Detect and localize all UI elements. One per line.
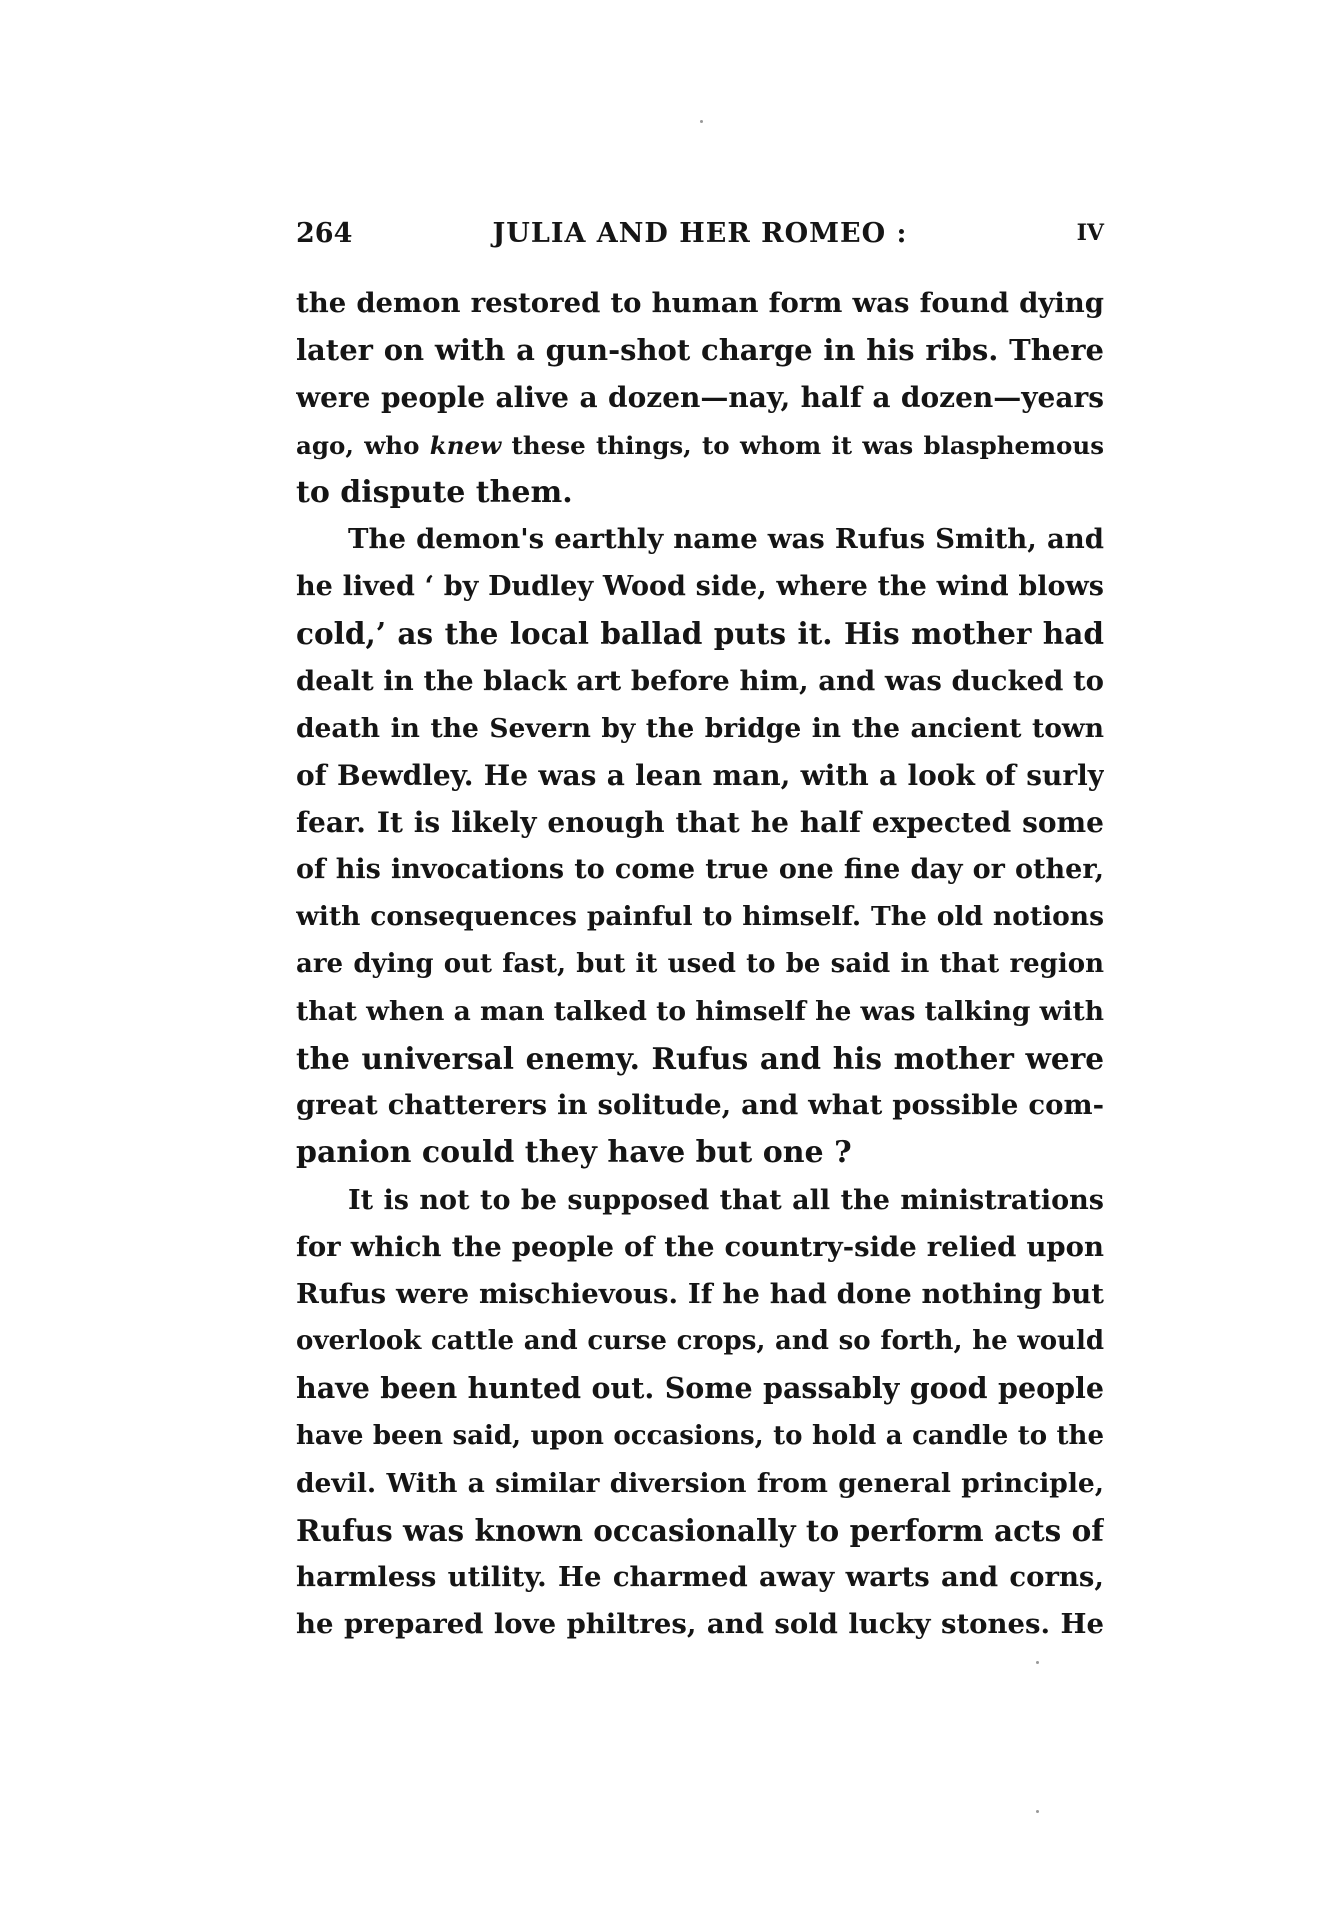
text-line: he lived ‘ by Dudley Wood side, where the wind blows [296, 571, 1104, 603]
running-header [296, 218, 1104, 258]
text-line: death in the Severn by the bridge in the ancient town [296, 712, 1104, 744]
text-line: cold,’ as the local ballad puts it. His mother had [296, 616, 1104, 652]
text-line: for which the people of the country-side relied upon [296, 1230, 1104, 1263]
text-line: the demon restored to human form was found dying [296, 287, 1104, 319]
text-line: with consequences painful to himself. The old notions [296, 901, 1104, 933]
text-line: Rufus were mischievous. If he had done nothing but [296, 1277, 1104, 1310]
scan-speck [1036, 1810, 1039, 1813]
italic-word: knew [429, 430, 502, 460]
text-line: The demon's earthly name was Rufus Smith, and [348, 522, 1104, 555]
text-line: later on with a gun-shot charge in his ribs. There [296, 333, 1104, 368]
text-line: dealt in the black art before him, and was ducked to [296, 664, 1104, 697]
text-run: these things, to whom it was blasphemous [501, 430, 1104, 460]
text-line: Rufus was known occasionally to perform acts of [296, 1512, 1104, 1548]
running-title: JULIA AND HER ROMEO : [492, 218, 908, 249]
text-line: harmless utility. He charmed away warts and corns, [296, 1561, 1104, 1594]
text-line: It is not to be supposed that all the ministrations [348, 1184, 1104, 1216]
text-line: the universal enemy. Rufus and his mother were [296, 1041, 1104, 1076]
text-line: devil. With a similar diversion from general principle, [296, 1467, 1104, 1499]
text-line: have been hunted out. Some passably good people [296, 1371, 1104, 1406]
page-number: 264 [296, 218, 353, 249]
body-text [296, 280, 1104, 1648]
text-line: he prepared love philtres, and sold lucky stones. He [296, 1608, 1104, 1641]
scan-speck [1036, 1661, 1039, 1664]
text-line: fear. It is likely enough that he half expected some [296, 806, 1104, 840]
text-line: great chatterers in solitude, and what possible com- [296, 1089, 1104, 1122]
text-line: overlook cattle and curse crops, and so forth, he would [296, 1326, 1104, 1357]
text-line: are dying out fast, but it used to be said in that region [296, 948, 1104, 979]
text-line: have been said, upon occasions, to hold a candle to the [296, 1420, 1104, 1451]
text-line: that when a man talked to himself he was talking with [296, 995, 1104, 1027]
text-line: panion could they have but one ? [296, 1135, 852, 1171]
text-run: ago, who [296, 430, 430, 460]
text-line: to dispute them. [296, 474, 573, 510]
chapter-number: IV [1076, 220, 1104, 246]
text-line: of Bewdley. He was a lean man, with a look of surly [296, 758, 1104, 792]
text-line [296, 422, 1104, 469]
text-line: of his invocations to come true one fine day or other, [296, 854, 1104, 886]
scan-speck [700, 120, 703, 123]
text-line: were people alive a dozen—nay, half a dozen—years [296, 381, 1104, 415]
